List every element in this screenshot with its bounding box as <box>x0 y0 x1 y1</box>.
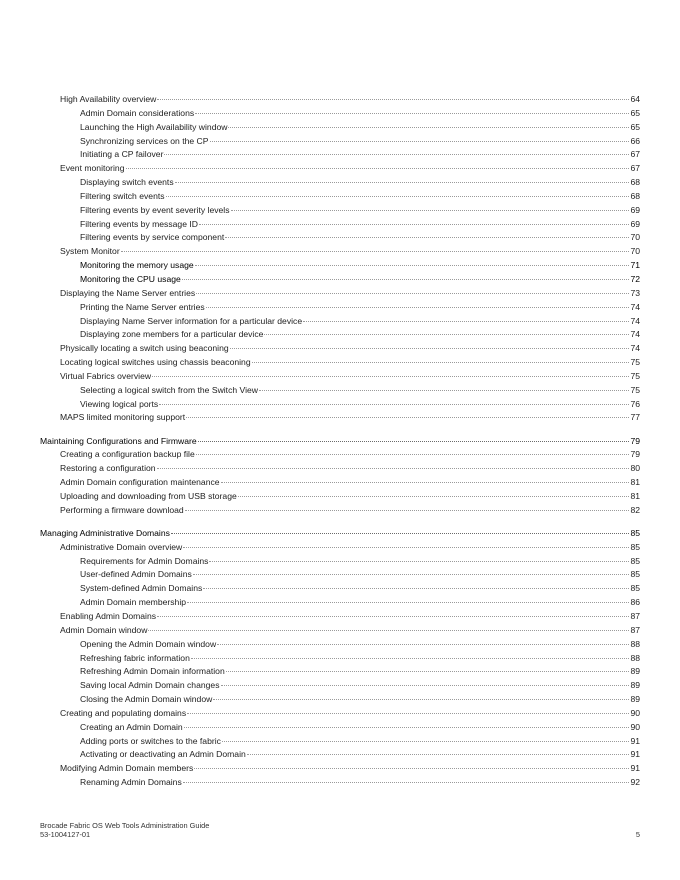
toc-entry-page-number: 87 <box>630 610 640 621</box>
toc-entry[interactable] <box>40 541 640 555</box>
toc-entry-page-number: 70 <box>630 232 640 243</box>
toc-entry-page-number: 69 <box>630 204 640 215</box>
toc-entry-page-number: 90 <box>630 721 640 732</box>
toc-entry[interactable] <box>40 259 640 273</box>
toc-entry-title: Monitoring the CPU usage <box>80 273 181 284</box>
dot-leader <box>194 768 629 769</box>
toc-entry-page-number: 88 <box>630 652 640 663</box>
toc-entry[interactable] <box>40 555 640 569</box>
toc-entry-title: Managing Administrative Domains <box>40 527 170 538</box>
toc-entry-title: Refreshing Admin Domain information <box>80 666 225 677</box>
dot-leader <box>210 141 630 142</box>
toc-entry[interactable] <box>40 665 640 679</box>
toc-entry-page-number: 64 <box>630 94 640 104</box>
toc-entry-title: Modifying Admin Domain members <box>60 763 194 774</box>
dot-leader <box>187 602 629 603</box>
toc-entry[interactable] <box>40 245 640 259</box>
toc-chapter-entry[interactable] <box>40 435 640 449</box>
dot-leader <box>184 727 630 728</box>
toc-entry-page-number: 68 <box>630 190 640 201</box>
toc-entry-page-number: 65 <box>630 107 640 118</box>
toc-entry[interactable] <box>40 315 640 329</box>
toc-entry[interactable] <box>40 748 640 762</box>
toc-entry-title: Closing the Admin Domain window <box>80 694 213 705</box>
toc-entry-page-number: 81 <box>630 477 640 488</box>
toc-entry-page-number: 85 <box>630 569 640 580</box>
dot-leader <box>121 251 630 252</box>
dot-leader <box>231 210 630 211</box>
dot-leader <box>206 307 630 308</box>
toc-entry[interactable] <box>40 707 640 721</box>
section-gap <box>40 518 640 527</box>
toc-entry[interactable] <box>40 231 640 245</box>
toc-entry[interactable] <box>40 135 640 149</box>
toc-entry-title: Physically locating a switch using beaconing <box>60 343 229 354</box>
toc-entry-title: Displaying the Name Server entries <box>60 287 196 298</box>
toc-entry-page-number: 91 <box>630 749 640 760</box>
toc-entry-title: Admin Domain membership <box>80 597 187 608</box>
toc-entry-page-number: 65 <box>630 121 640 132</box>
dot-leader <box>187 713 629 714</box>
toc-entry[interactable] <box>40 721 640 735</box>
dot-leader <box>228 127 629 128</box>
toc-entry[interactable] <box>40 411 640 425</box>
toc-entry-page-number: 89 <box>630 694 640 705</box>
toc-entry-page-number: 66 <box>630 135 640 146</box>
toc-entry[interactable] <box>40 342 640 356</box>
toc-entry-page-number: 88 <box>630 638 640 649</box>
dot-leader <box>183 782 630 783</box>
dot-leader <box>182 279 630 280</box>
dot-leader <box>259 390 629 391</box>
toc-entry-page-number: 89 <box>630 666 640 677</box>
toc-entry-title: Admin Domain configuration maintenance <box>60 477 220 488</box>
dot-leader <box>148 630 629 631</box>
toc-entry[interactable] <box>40 328 640 342</box>
toc-entry-title: High Availability overview <box>60 94 157 104</box>
toc-entry-page-number: 85 <box>630 527 640 538</box>
toc-entry[interactable] <box>40 287 640 301</box>
dot-leader <box>171 533 630 534</box>
toc-entry-title: Activating or deactivating an Admin Domain <box>80 749 246 760</box>
toc-entry-title: Creating a configuration backup file <box>60 449 195 460</box>
toc-entry-page-number: 80 <box>630 463 640 474</box>
toc-entry-title: Selecting a logical switch from the Switch View <box>80 384 259 395</box>
toc-entry[interactable] <box>40 204 640 218</box>
toc-entry[interactable] <box>40 679 640 693</box>
toc-entry[interactable] <box>40 273 640 287</box>
toc-entry-page-number: 91 <box>630 735 640 746</box>
toc-entry-page-number: 77 <box>630 412 640 423</box>
toc-entry-page-number: 74 <box>630 301 640 312</box>
toc-entry-page-number: 79 <box>630 449 640 460</box>
toc-entry[interactable] <box>40 582 640 596</box>
toc-entry[interactable] <box>40 568 640 582</box>
toc-entry-title: Displaying switch events <box>80 177 174 188</box>
dot-leader <box>221 685 630 686</box>
section-gap <box>40 425 640 434</box>
toc-entry-title: Monitoring the memory usage <box>80 260 194 271</box>
dot-leader <box>264 334 629 335</box>
dot-leader <box>217 644 629 645</box>
dot-leader <box>221 482 630 483</box>
toc-entry[interactable] <box>40 162 640 176</box>
toc-entry-page-number: 85 <box>630 583 640 594</box>
toc-entry-title: Admin Domain considerations <box>80 107 195 118</box>
toc-entry[interactable] <box>40 356 640 370</box>
toc-entry-title: Synchronizing services on the CP <box>80 135 209 146</box>
toc-entry[interactable] <box>40 176 640 190</box>
dot-leader <box>196 293 629 294</box>
toc-entry-title: Admin Domain window <box>60 624 148 635</box>
dot-leader <box>226 671 630 672</box>
toc-entry-title: Displaying Name Server information for a particular device <box>80 315 303 326</box>
toc-entry-title: Filtering events by event severity levels <box>80 204 230 215</box>
toc-entry-title: Filtering events by service component <box>80 232 225 243</box>
dot-leader <box>225 237 629 238</box>
dot-leader <box>303 321 629 322</box>
toc-entry-page-number: 74 <box>630 315 640 326</box>
footer-page-number: 5 <box>635 830 640 839</box>
toc-entry-title: Initiating a CP failover <box>80 149 164 160</box>
dot-leader <box>175 182 630 183</box>
toc-entry-title: Launching the High Availability window <box>80 121 228 132</box>
toc-entry-page-number: 70 <box>630 246 640 257</box>
toc-entry-title: Printing the Name Server entries <box>80 301 205 312</box>
toc-entry-title: Filtering switch events <box>80 190 165 201</box>
dot-leader <box>186 417 629 418</box>
dot-leader <box>164 154 629 155</box>
toc-entry-page-number: 67 <box>630 163 640 174</box>
toc-entry-page-number: 91 <box>630 763 640 774</box>
toc-entry-title: Virtual Fabrics overview <box>60 370 152 381</box>
toc-entry[interactable] <box>40 624 640 638</box>
toc-entry[interactable] <box>40 93 640 107</box>
toc-entry-title: Viewing logical ports <box>80 398 159 409</box>
toc-entry[interactable] <box>40 504 640 518</box>
toc-entry[interactable] <box>40 652 640 666</box>
toc-entry-title: Creating and populating domains <box>60 707 187 718</box>
toc-entry[interactable] <box>40 476 640 490</box>
toc-entry-title: Administrative Domain overview <box>60 541 183 552</box>
toc-entry-page-number: 71 <box>630 260 640 271</box>
toc-entry-title: Locating logical switches using chassis beaconing <box>60 357 251 368</box>
dot-leader <box>157 616 629 617</box>
toc-entry-title: Refreshing fabric information <box>80 652 190 663</box>
dot-leader <box>247 754 630 755</box>
toc-entry[interactable] <box>40 462 640 476</box>
toc-entry-title: Creating an Admin Domain <box>80 721 183 732</box>
toc-entry-title: Enabling Admin Domains <box>60 610 157 621</box>
toc-entry-title: System Monitor <box>60 246 120 257</box>
dot-leader <box>230 348 630 349</box>
toc-entry-title: Performing a firmware download <box>60 504 184 515</box>
toc-entry-title: Renaming Admin Domains <box>80 777 182 788</box>
toc-entry[interactable] <box>40 693 640 707</box>
toc-entry-title: Requirements for Admin Domains <box>80 555 209 566</box>
dot-leader <box>252 362 630 363</box>
toc-entry-title: Saving local Admin Domain changes <box>80 680 220 691</box>
toc-entry[interactable] <box>40 610 640 624</box>
toc-entry[interactable] <box>40 638 640 652</box>
toc-entry-page-number: 81 <box>630 490 640 501</box>
toc-entry-page-number: 76 <box>630 398 640 409</box>
toc-entry[interactable] <box>40 735 640 749</box>
toc-entry-page-number: 86 <box>630 597 640 608</box>
toc-entry[interactable] <box>40 107 640 121</box>
dot-leader <box>159 404 629 405</box>
dot-leader <box>193 574 630 575</box>
footer-doc-title: Brocade Fabric OS Web Tools Administration Guide <box>40 821 210 830</box>
dot-leader <box>126 168 630 169</box>
dot-leader <box>222 741 630 742</box>
toc-entry-page-number: 72 <box>630 273 640 284</box>
toc-entry-page-number: 75 <box>630 370 640 381</box>
toc-entry-title: Displaying zone members for a particular device <box>80 329 264 340</box>
toc-entry-title: Uploading and downloading from USB storage <box>60 490 237 501</box>
toc-entry-page-number: 90 <box>630 707 640 718</box>
toc-entry[interactable] <box>40 301 640 315</box>
toc-entry-page-number: 89 <box>630 680 640 691</box>
table-of-contents <box>40 93 640 790</box>
toc-entry-title: Opening the Admin Domain window <box>80 638 217 649</box>
toc-entry[interactable] <box>40 762 640 776</box>
toc-entry-title: System-defined Admin Domains <box>80 583 203 594</box>
toc-entry-page-number: 67 <box>630 149 640 160</box>
toc-entry-page-number: 69 <box>630 218 640 229</box>
dot-leader <box>196 454 630 455</box>
toc-entry-title: User-defined Admin Domains <box>80 569 192 580</box>
toc-entry-title: Adding ports or switches to the fabric <box>80 735 221 746</box>
toc-entry-title: Event monitoring <box>60 163 125 174</box>
toc-entry-page-number: 85 <box>630 541 640 552</box>
toc-entry[interactable] <box>40 398 640 412</box>
dot-leader <box>183 547 629 548</box>
toc-entry[interactable] <box>40 218 640 232</box>
toc-entry[interactable] <box>40 148 640 162</box>
toc-entry-page-number: 74 <box>630 343 640 354</box>
toc-entry-page-number: 74 <box>630 329 640 340</box>
dot-leader <box>213 699 629 700</box>
toc-entry-page-number: 79 <box>630 435 640 446</box>
toc-entry[interactable] <box>40 596 640 610</box>
toc-entry[interactable] <box>40 448 640 462</box>
toc-entry[interactable] <box>40 190 640 204</box>
toc-entry-page-number: 75 <box>630 357 640 368</box>
toc-entry-title: MAPS limited monitoring support <box>60 412 186 423</box>
toc-chapter-entry[interactable] <box>40 527 640 541</box>
toc-entry[interactable] <box>40 121 640 135</box>
dot-leader <box>198 441 630 442</box>
dot-leader <box>157 468 630 469</box>
dot-leader <box>195 265 630 266</box>
dot-leader <box>191 658 630 659</box>
toc-entry-page-number: 73 <box>630 287 640 298</box>
toc-entry-page-number: 87 <box>630 624 640 635</box>
footer-doc-number: 53-1004127-01 <box>40 830 91 839</box>
dot-leader <box>209 561 629 562</box>
dot-leader <box>185 510 630 511</box>
dot-leader <box>152 376 629 377</box>
dot-leader <box>199 224 629 225</box>
toc-entry-page-number: 85 <box>630 555 640 566</box>
toc-entry-page-number: 68 <box>630 177 640 188</box>
toc-entry-title: Restoring a configuration <box>60 463 156 474</box>
toc-entry-page-number: 92 <box>630 777 640 788</box>
dot-leader <box>157 99 629 100</box>
toc-entry-page-number: 75 <box>630 384 640 395</box>
dot-leader <box>238 496 630 497</box>
toc-entry[interactable] <box>40 384 640 398</box>
toc-entry-title: Filtering events by message ID <box>80 218 198 229</box>
toc-entry[interactable] <box>40 776 640 790</box>
dot-leader <box>195 113 629 114</box>
toc-entry[interactable] <box>40 370 640 384</box>
toc-entry[interactable] <box>40 490 640 504</box>
toc-entry-title: Maintaining Configurations and Firmware <box>40 435 197 446</box>
page-footer <box>40 821 640 839</box>
toc-entry-page-number: 82 <box>630 504 640 515</box>
dot-leader <box>203 588 629 589</box>
dot-leader <box>166 196 630 197</box>
